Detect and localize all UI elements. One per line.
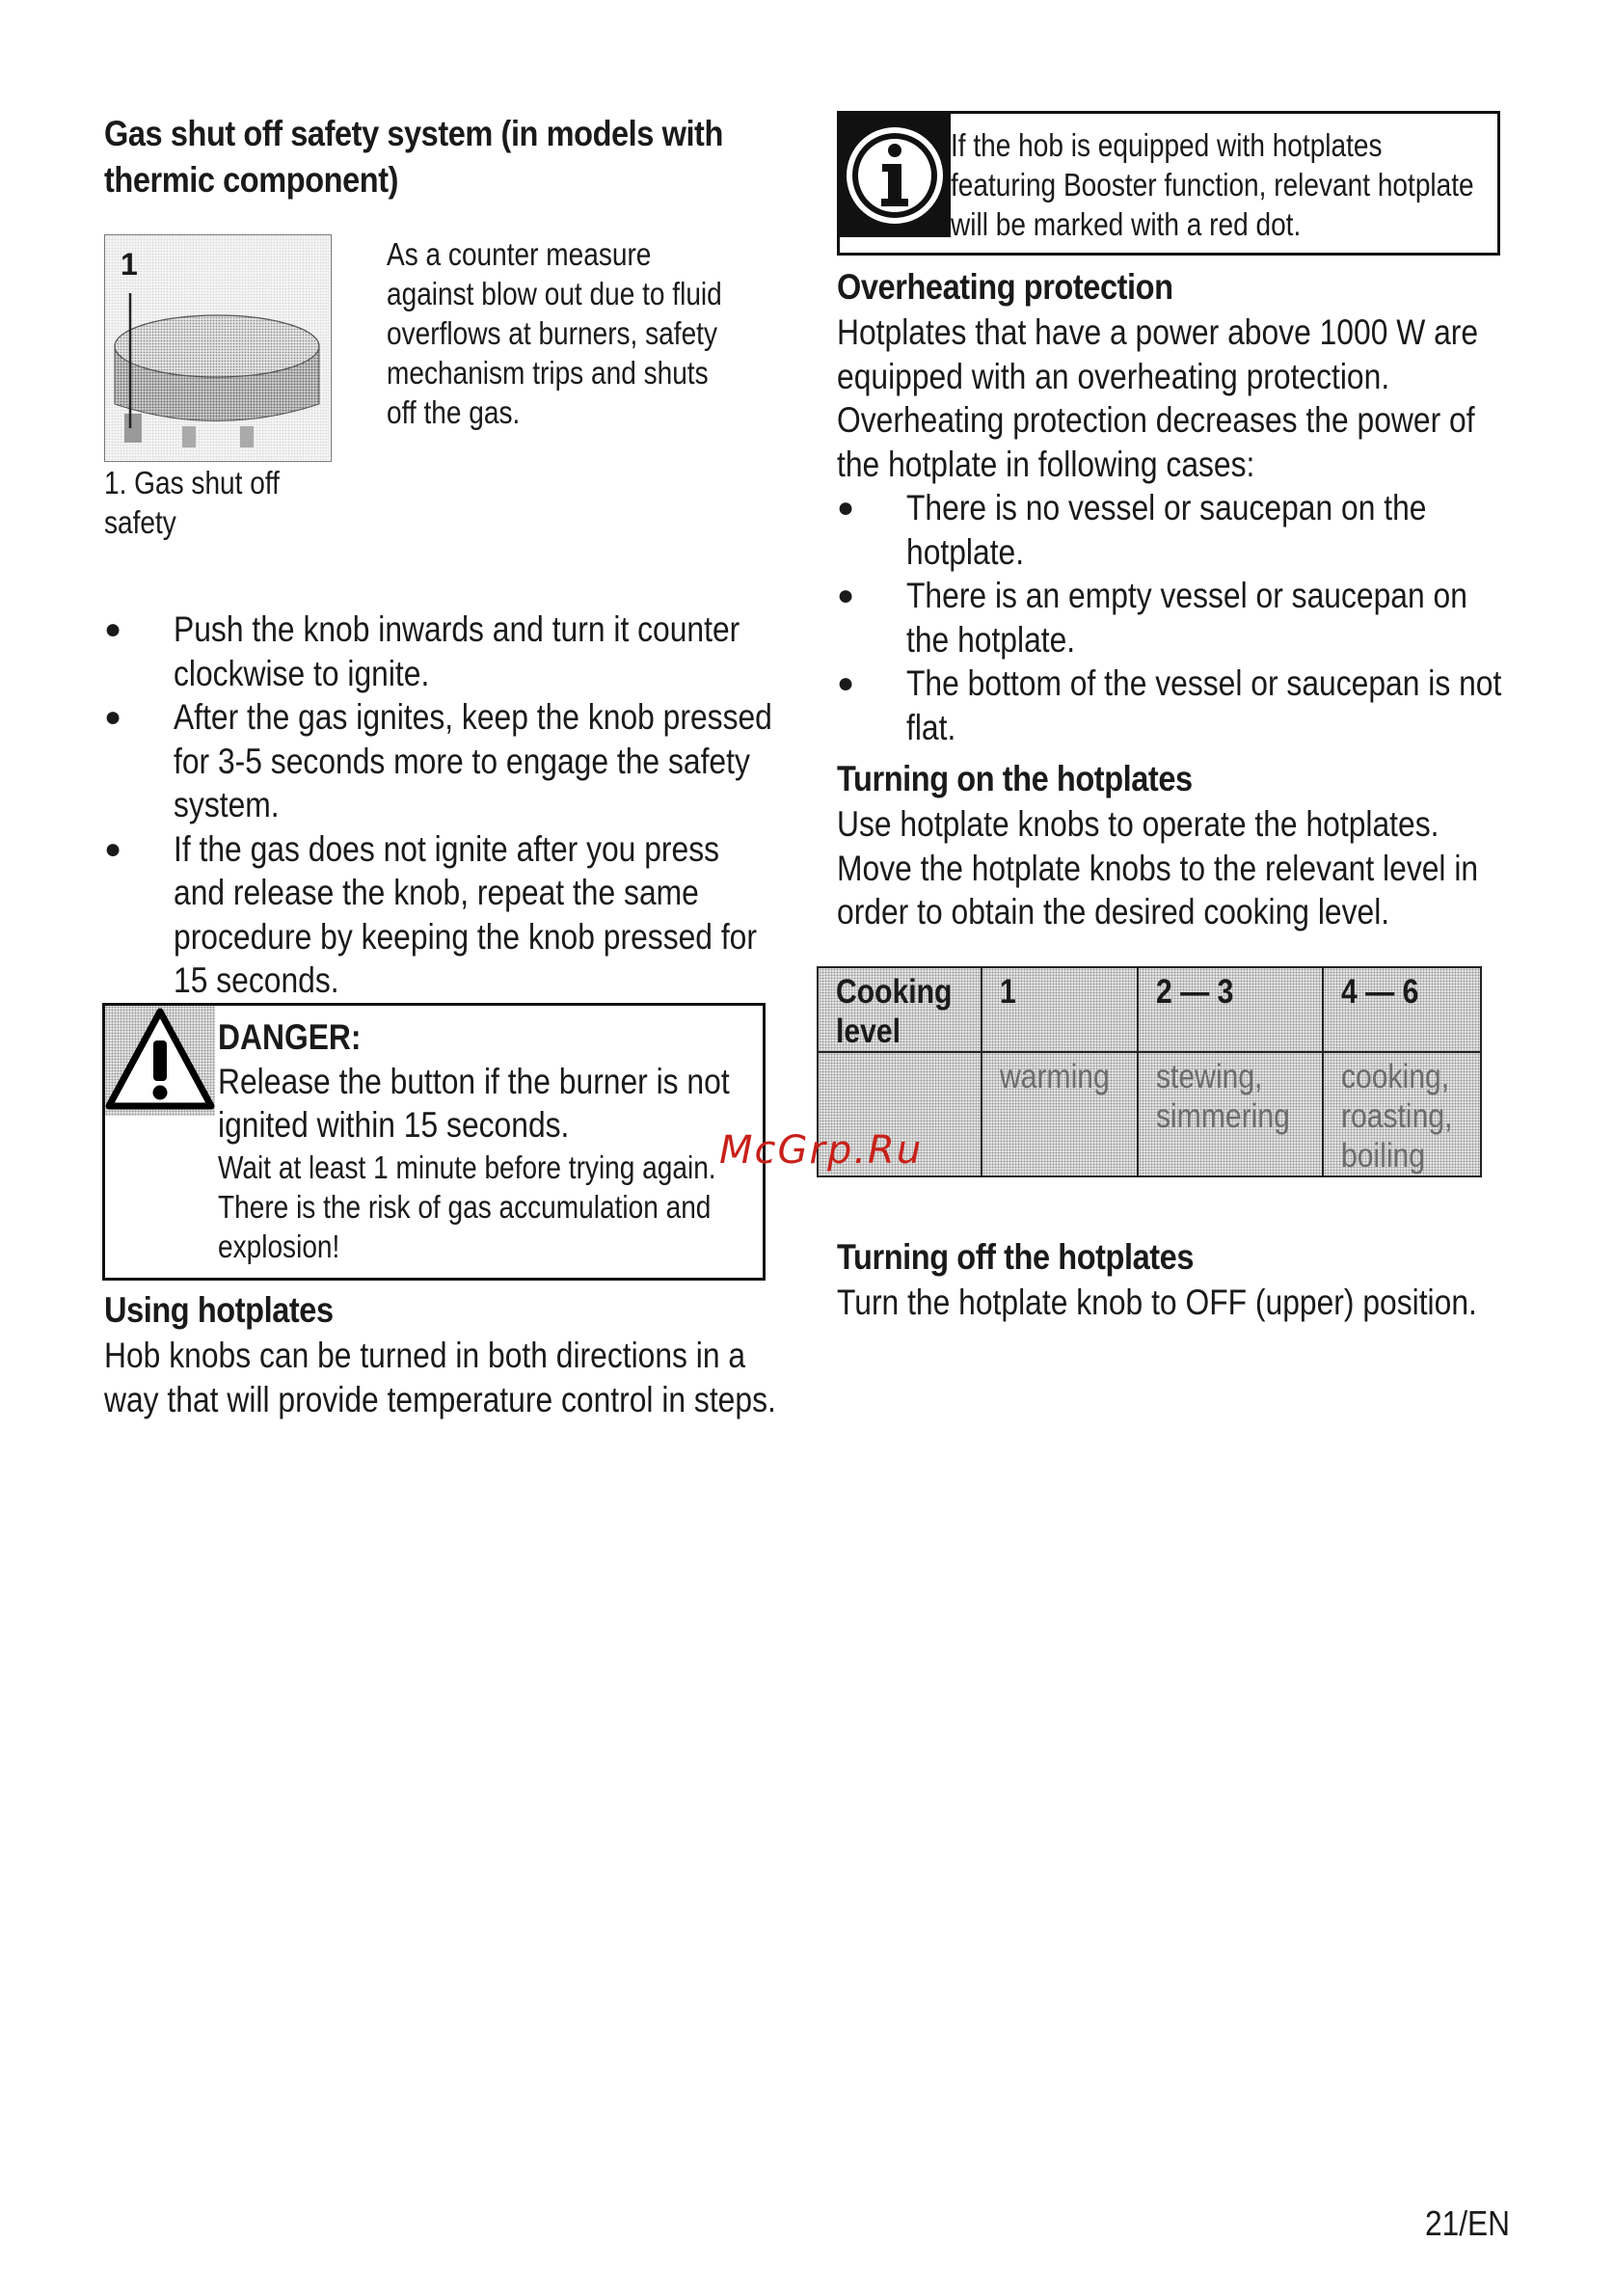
bullet-icon: ●	[837, 667, 855, 699]
list-item: ● There is an empty vessel or saucepan on the hotplate.	[837, 576, 1467, 660]
list-item: ● The bottom of the vessel or saucepan is not flat.	[837, 663, 1502, 747]
bullet-icon: ●	[104, 613, 122, 645]
danger-title: DANGER:	[218, 1017, 362, 1057]
list-item: ● Push the knob inwards and turn it counter clockwise to ignite.	[104, 609, 740, 693]
figure-caption: 1. Gas shut off safety	[104, 465, 280, 540]
using-hotplates-section: Using hotplates Hob knobs can be turned in both directions in a way that will provide temperature control in steps.	[104, 1287, 885, 1421]
table-header-cell: 2 — 3	[1138, 967, 1322, 1052]
table-header-row	[818, 967, 1481, 1052]
table-cell: warming	[982, 1052, 1138, 1176]
bullet-icon: ●	[104, 832, 122, 865]
watermark: McGrp.Ru	[719, 1128, 924, 1173]
section-heading: Overheating protection	[837, 267, 1173, 307]
section-heading: Turning on the hotplates	[837, 759, 1193, 798]
ignition-steps	[104, 608, 798, 1003]
gas-shutoff-heading: Gas shut off safety system (in models with thermic component)	[104, 114, 723, 200]
info-icon	[840, 114, 951, 237]
counter-measure-text: As a counter measure against blow out due to fluid overflows at burners, safety mechanism trips and shuts off the gas.	[387, 236, 722, 430]
bullet-icon: ●	[837, 580, 855, 611]
page-number: 21/EN	[1425, 2203, 1511, 2243]
table-header-cell: 4 — 6	[1323, 967, 1481, 1052]
section-heading: Turning off the hotplates	[837, 1237, 1195, 1277]
list-item: ● There is no vessel or saucepan on the hotplate.	[837, 488, 1427, 572]
list-item: ● If the gas does not ignite after you press and release the knob, repeat the same procedure by keeping the knob pressed for 15 seconds.	[104, 828, 757, 1000]
bullet-icon: ●	[104, 701, 122, 733]
table-cell: cooking, roasting, boiling	[1323, 1052, 1481, 1176]
table-cell: stewing, simmering	[1138, 1052, 1322, 1176]
table-header-cell: 1	[982, 967, 1138, 1052]
info-box: If the hob is equipped with hotplates featuring Booster function, relevant hotplate will be marked with a red dot.	[837, 111, 1500, 256]
figure-number: 1	[121, 247, 138, 282]
burner-illustration	[105, 235, 330, 460]
warning-icon	[105, 1006, 215, 1116]
list-item: ● After the gas ignites, keep the knob pressed for 3-5 seconds more to engage the safety system.	[104, 697, 772, 824]
overheating-section: Overheating protection Hotplates that have a power above 1000 W are equipped with an overheating protection. Overheating protection decreases the power of the hotplate in following cases: ● There is no vessel or saucepan on the hotplate. ● There is an empty vessel or saucepan on the hotplate. ● The bottom of the vessel or saucepan is not flat.	[837, 264, 1531, 749]
turning-off-section: Turning off the hotplates Turn the hotplate knob to OFF (upper) position.	[837, 1234, 1581, 1325]
table-header-cell: Cooking level	[818, 967, 982, 1052]
turning-on-section: Turning on the hotplates Use hotplate knobs to operate the hotplates. Move the hotplate knobs to the relevant level in order to obtain the desired cooking level.	[837, 756, 1582, 934]
danger-box: DANGER: Release the button if the burner is not ignited within 15 seconds. Wait at least 1 minute before trying again. There is the risk of gas accumulation and explosion!	[102, 1003, 766, 1281]
section-heading: Using hotplates	[104, 1290, 334, 1330]
bullet-icon: ●	[837, 492, 855, 524]
burner-figure	[104, 234, 332, 462]
